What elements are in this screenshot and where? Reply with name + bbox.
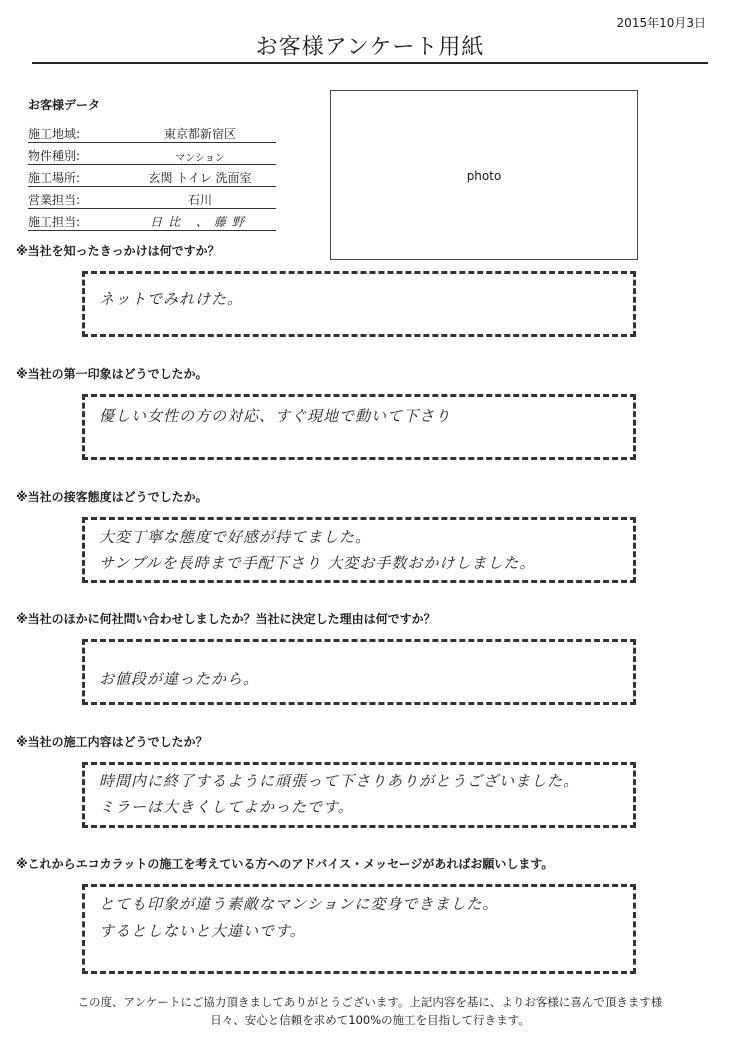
- customer-data-heading: お客様データ: [28, 98, 101, 112]
- data-row-sales: [28, 189, 276, 209]
- data-value-handwritten: 日比 、藤野: [150, 215, 250, 229]
- data-value: 玄関 トイレ 洗面室: [148, 171, 252, 185]
- answer-box-3: [82, 517, 636, 583]
- handwritten-answer: ネットでみれけた。: [99, 290, 244, 308]
- question-1: ※当社を知ったきっかけは何ですか？: [16, 244, 220, 258]
- question-2: ※当社の第一印象はどうでしたか。: [16, 367, 208, 381]
- handwritten-answer: 時間内に終了するように頑張って下さりありがとうございました。: [99, 772, 580, 790]
- handwritten-answer: サンプルを長時まで手配下さり 大変お手数おかけしました。: [99, 554, 536, 572]
- data-label: 施工地域:: [28, 127, 81, 141]
- data-value: 東京都新宿区: [163, 127, 236, 141]
- data-row-location: [28, 167, 276, 187]
- handwritten-answer: 優しい女性の方の対応、すぐ現地で動いて下さり: [99, 407, 452, 425]
- footer-line-2: 日々、安心と信頼を求めて100%の施工を目指して行きます。: [210, 1013, 530, 1027]
- handwritten-answer: とても印象が違う素敵なマンションに変身できました。: [99, 895, 499, 913]
- data-row-installer: [28, 211, 276, 231]
- question-6: ※これからエコカラットの施工を考えている方へのアドバイス・メッセージがあればお願いします。: [16, 857, 554, 871]
- handwritten-answer: するとしないと大違いです。: [99, 922, 306, 940]
- footer-line-1: この度、アンケートにご協力頂きましてありがとうございます。上記内容を基に、よりお客様に喜んで頂きます様: [77, 995, 663, 1009]
- survey-date: 2015年10月3日: [616, 16, 706, 30]
- handwritten-answer: ミラーは大きくしてよかったです。: [99, 798, 354, 816]
- photo-label: photo: [466, 169, 502, 183]
- answer-box-6: [82, 884, 636, 974]
- data-row-property-type: [28, 145, 276, 165]
- data-label: 施工担当:: [28, 215, 81, 229]
- answer-box-4: [82, 639, 636, 705]
- question-5: ※当社の施工内容はどうでしたか？: [16, 735, 208, 749]
- handwritten-answer: 大変丁寧な態度で好感が持てました。: [99, 528, 372, 546]
- data-label: 施工場所:: [28, 171, 81, 185]
- page-title: お客様アンケート用紙: [255, 35, 485, 60]
- data-label: 物件種別:: [28, 149, 81, 163]
- title-divider: [32, 62, 708, 64]
- data-row-area: [28, 123, 276, 143]
- answer-box-5: [82, 762, 636, 828]
- photo-placeholder: [330, 90, 638, 260]
- question-3: ※当社の接客態度はどうでしたか。: [16, 490, 208, 504]
- data-label: 営業担当:: [28, 193, 81, 207]
- question-4: ※当社のほかに何社問い合わせしましたか？当社に決定した理由は何ですか？: [16, 612, 436, 626]
- answer-box-2: [82, 394, 636, 460]
- answer-box-1: [82, 271, 636, 337]
- handwritten-answer: お値段が違ったから。: [99, 670, 260, 688]
- data-value: 石川: [187, 193, 212, 207]
- data-value: マンション: [175, 153, 225, 164]
